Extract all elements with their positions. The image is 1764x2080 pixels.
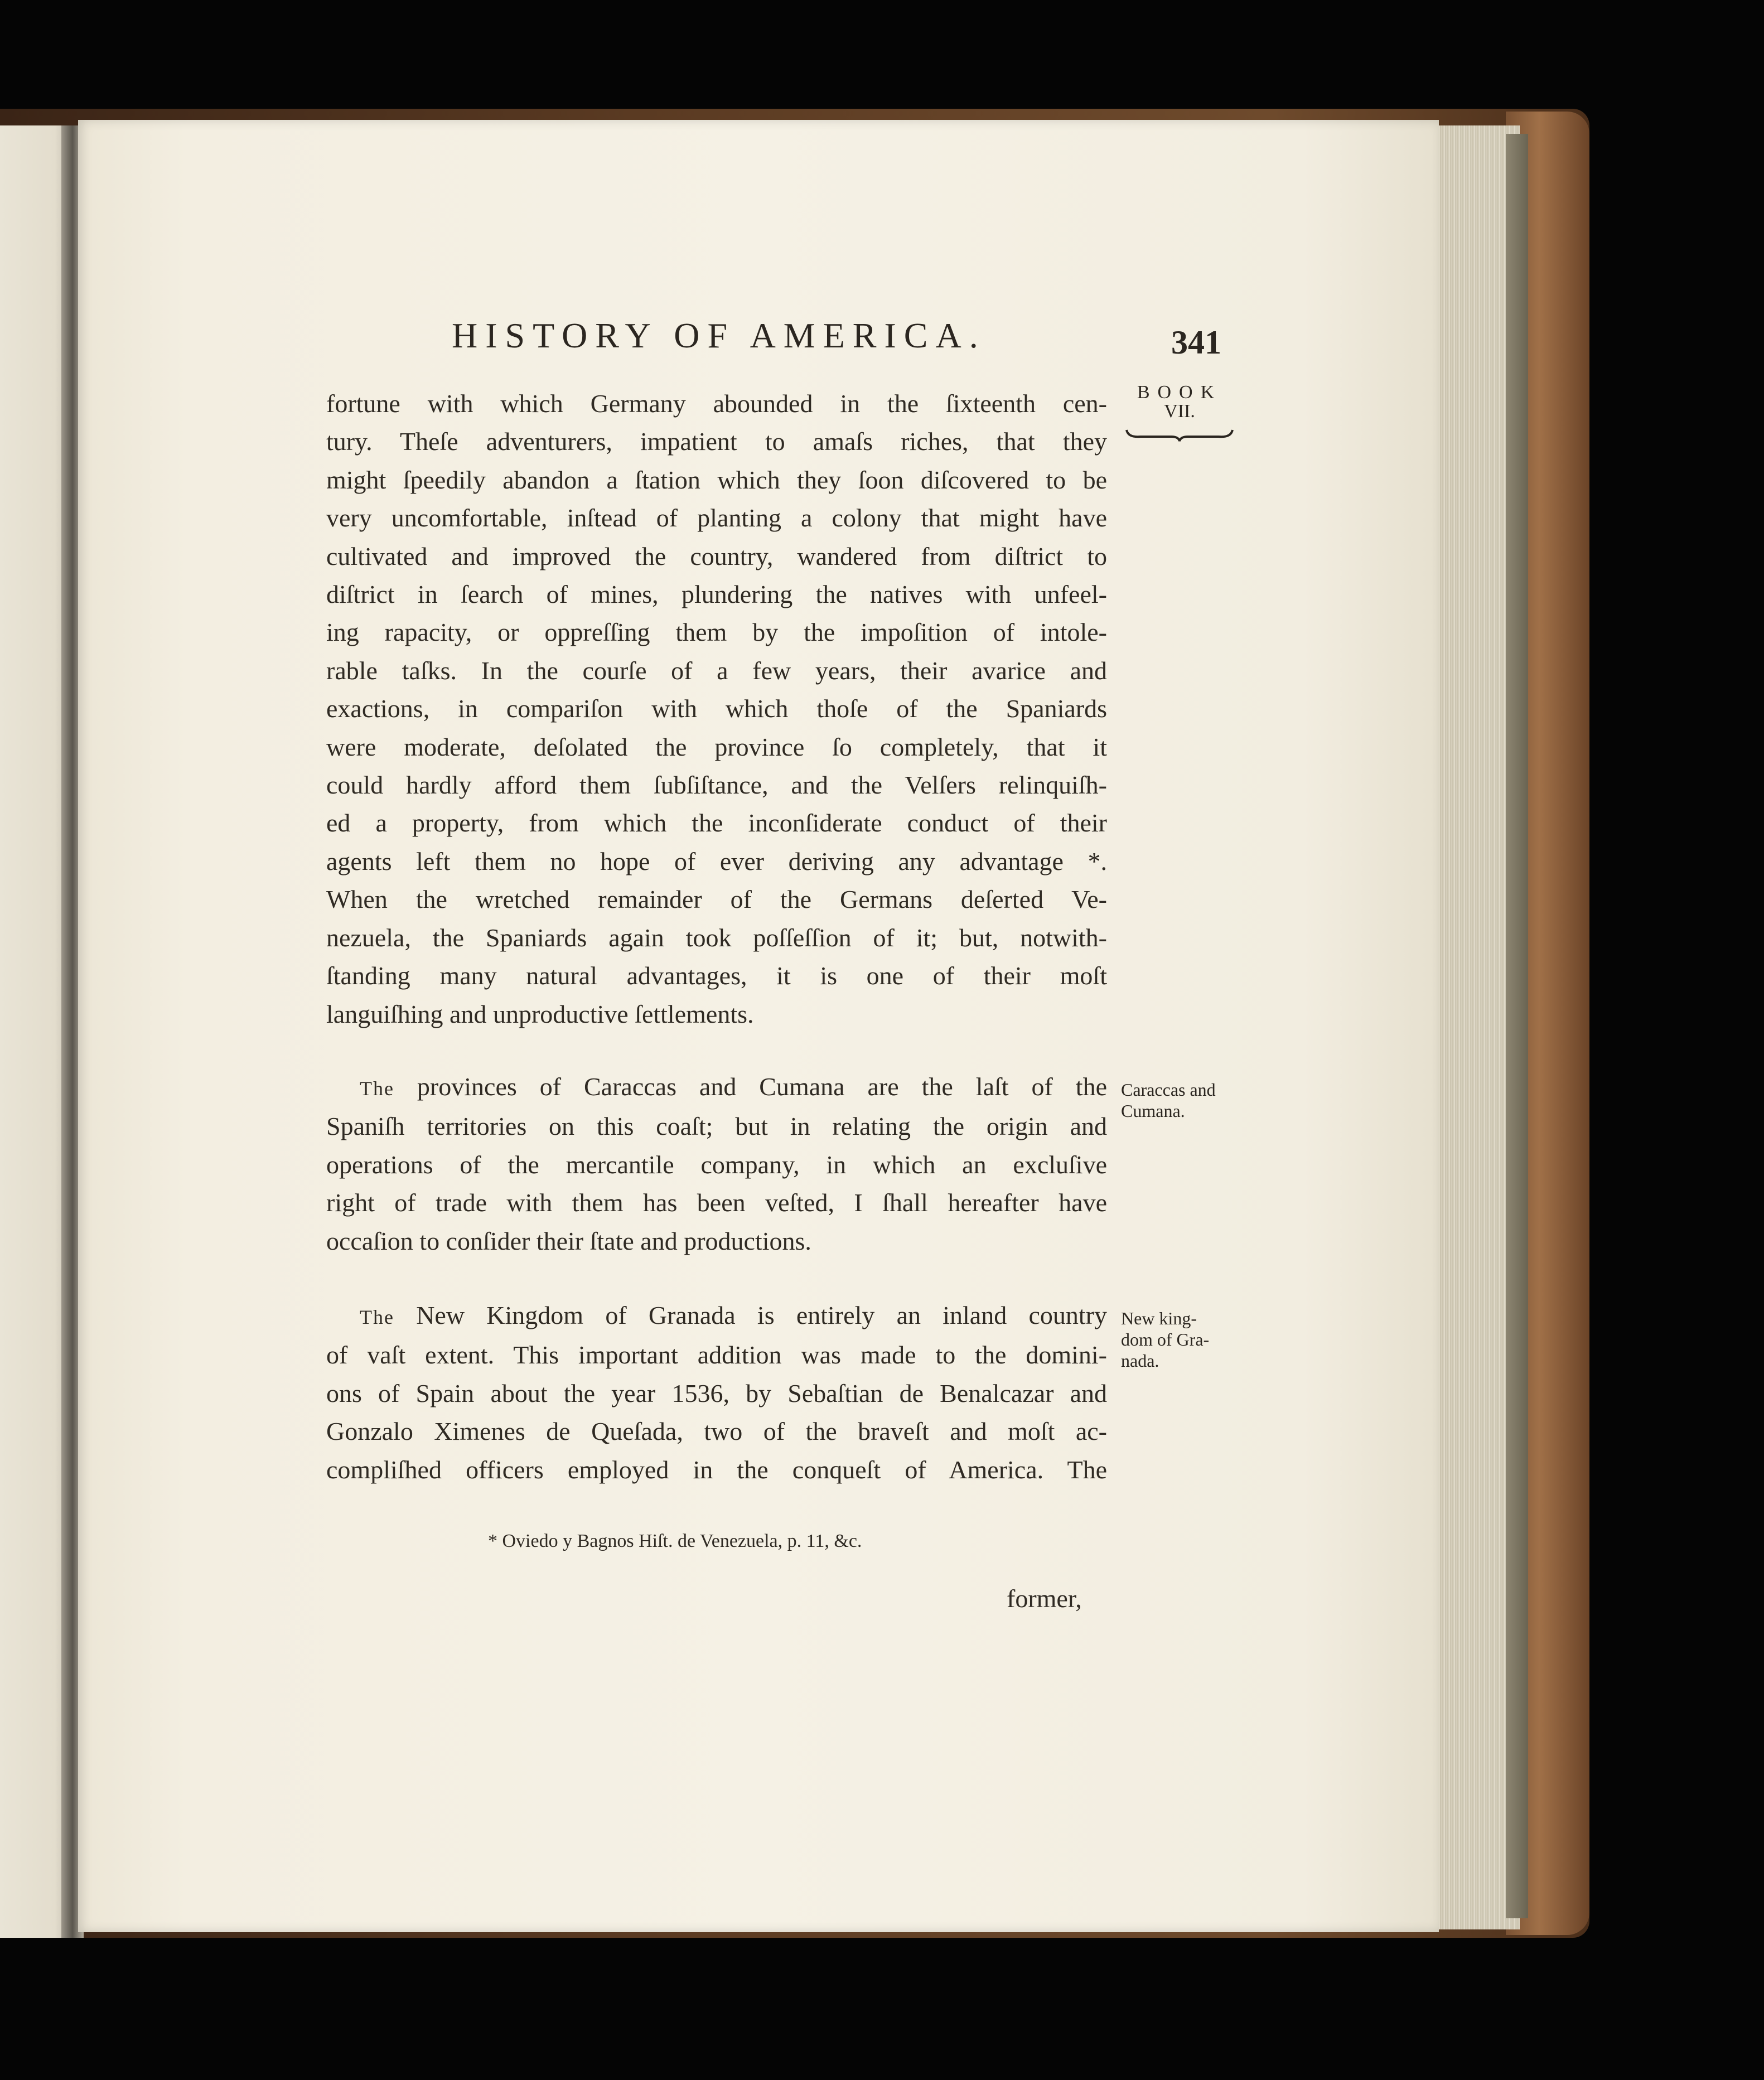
margin-note-caraccas: [1121, 1079, 1244, 1121]
margin-note-line: Caraccas and: [1121, 1080, 1216, 1100]
margin-note-line: dom of Gra-: [1121, 1329, 1210, 1349]
text-line: of vaſt extent. This important addition was made to the domini-: [326, 1341, 1107, 1370]
text-line: fortune with which Germany abounded in the ſixteenth cen-: [326, 389, 1107, 418]
margin-note-line: nada.: [1121, 1351, 1159, 1371]
text-line: compliſhed officers employed in the conqueſt of America. The: [326, 1455, 1107, 1484]
paragraph-lead: The: [360, 1306, 394, 1328]
text-line: ing rapacity, or oppreſſing them by the impoſition of intole-: [326, 618, 1107, 647]
text-line: [326, 1297, 1107, 1336]
book-number: VII.: [1164, 401, 1195, 422]
paragraph-caraccas: [326, 1068, 1107, 1260]
text-line: were moderate, deſolated the province ſo completely, that it: [326, 732, 1107, 761]
text-line: rable taſks. In the courſe of a few years, their avarice and: [326, 656, 1107, 685]
text-line: very uncomfortable, inſtead of planting a colony that might have: [326, 504, 1107, 533]
text-line: Gonzalo Ximenes de Queſada, two of the braveſt and moſt ac-: [326, 1417, 1107, 1446]
running-head: HISTORY OF AMERICA.: [452, 316, 986, 355]
text-line-rest: New Kingdom of Granada is entirely an inland country: [394, 1301, 1107, 1329]
text-line: diſtrict in ſearch of mines, plundering the natives with unfeel-: [326, 580, 1107, 609]
margin-note-line: Cumana.: [1121, 1101, 1185, 1121]
text-line: might ſpeedily abandon a ſtation which they ſoon diſcovered to be: [326, 465, 1107, 494]
text-line: ons of Spain about the year 1536, by Sebaſtian de Benalcazar and: [326, 1378, 1107, 1407]
text-line: Spaniſh territories on this coaſt; but in relating the origin and: [326, 1112, 1107, 1141]
text-line: operations of the mercantile company, in which an excluſive: [326, 1150, 1107, 1179]
text-line: right of trade with them has been veſted, I ſhall hereafter have: [326, 1188, 1107, 1217]
text-line: ſtanding many natural advantages, it is one of their moſt: [326, 961, 1107, 990]
text-line: cultivated and improved the country, wandered from diſtrict to: [326, 541, 1107, 570]
text-line: When the wretched remainder of the Germans deſerted Ve-: [326, 885, 1107, 914]
text-line-rest: provinces of Caraccas and Cumana are the laſt of the: [394, 1072, 1107, 1101]
brace-ornament-icon: [1124, 425, 1235, 442]
book-label: BOOK: [1137, 382, 1222, 403]
page-number: 341: [1171, 324, 1221, 361]
text-line: occaſion to conſider their ſtate and productions.: [326, 1226, 811, 1255]
text-line: could hardly afford them ſubſiſtance, and the Velſers relinquiſh-: [326, 771, 1107, 800]
catchword: former,: [1007, 1584, 1082, 1613]
text-line: agents left them no hope of ever deriving any advantage *.: [326, 846, 1107, 875]
margin-note-line: New king-: [1121, 1308, 1197, 1328]
margin-note-granada: [1121, 1308, 1244, 1371]
text-line: languiſhing and unproductive ſettlements.: [326, 999, 754, 1028]
text-line: [326, 1068, 1107, 1107]
text-line: exactions, in compariſon with which thoſe of the Spaniards: [326, 694, 1107, 723]
text-line: nezuela, the Spaniards again took poſſeſſion of it; but, notwith-: [326, 923, 1107, 952]
text-line: tury. Theſe adventurers, impatient to amaſs riches, that they: [326, 427, 1107, 456]
text-line: ed a property, from which the inconſiderate conduct of their: [326, 809, 1107, 838]
footnote: * Oviedo y Bagnos Hiſt. de Venezuela, p. 11, &c.: [488, 1531, 862, 1551]
page-block-shadow: [1506, 134, 1528, 1918]
paragraph-venezuela: [326, 385, 1107, 1033]
book-marker: [1124, 382, 1235, 442]
paragraph-lead: The: [360, 1077, 394, 1100]
paragraph-granada: [326, 1297, 1107, 1489]
